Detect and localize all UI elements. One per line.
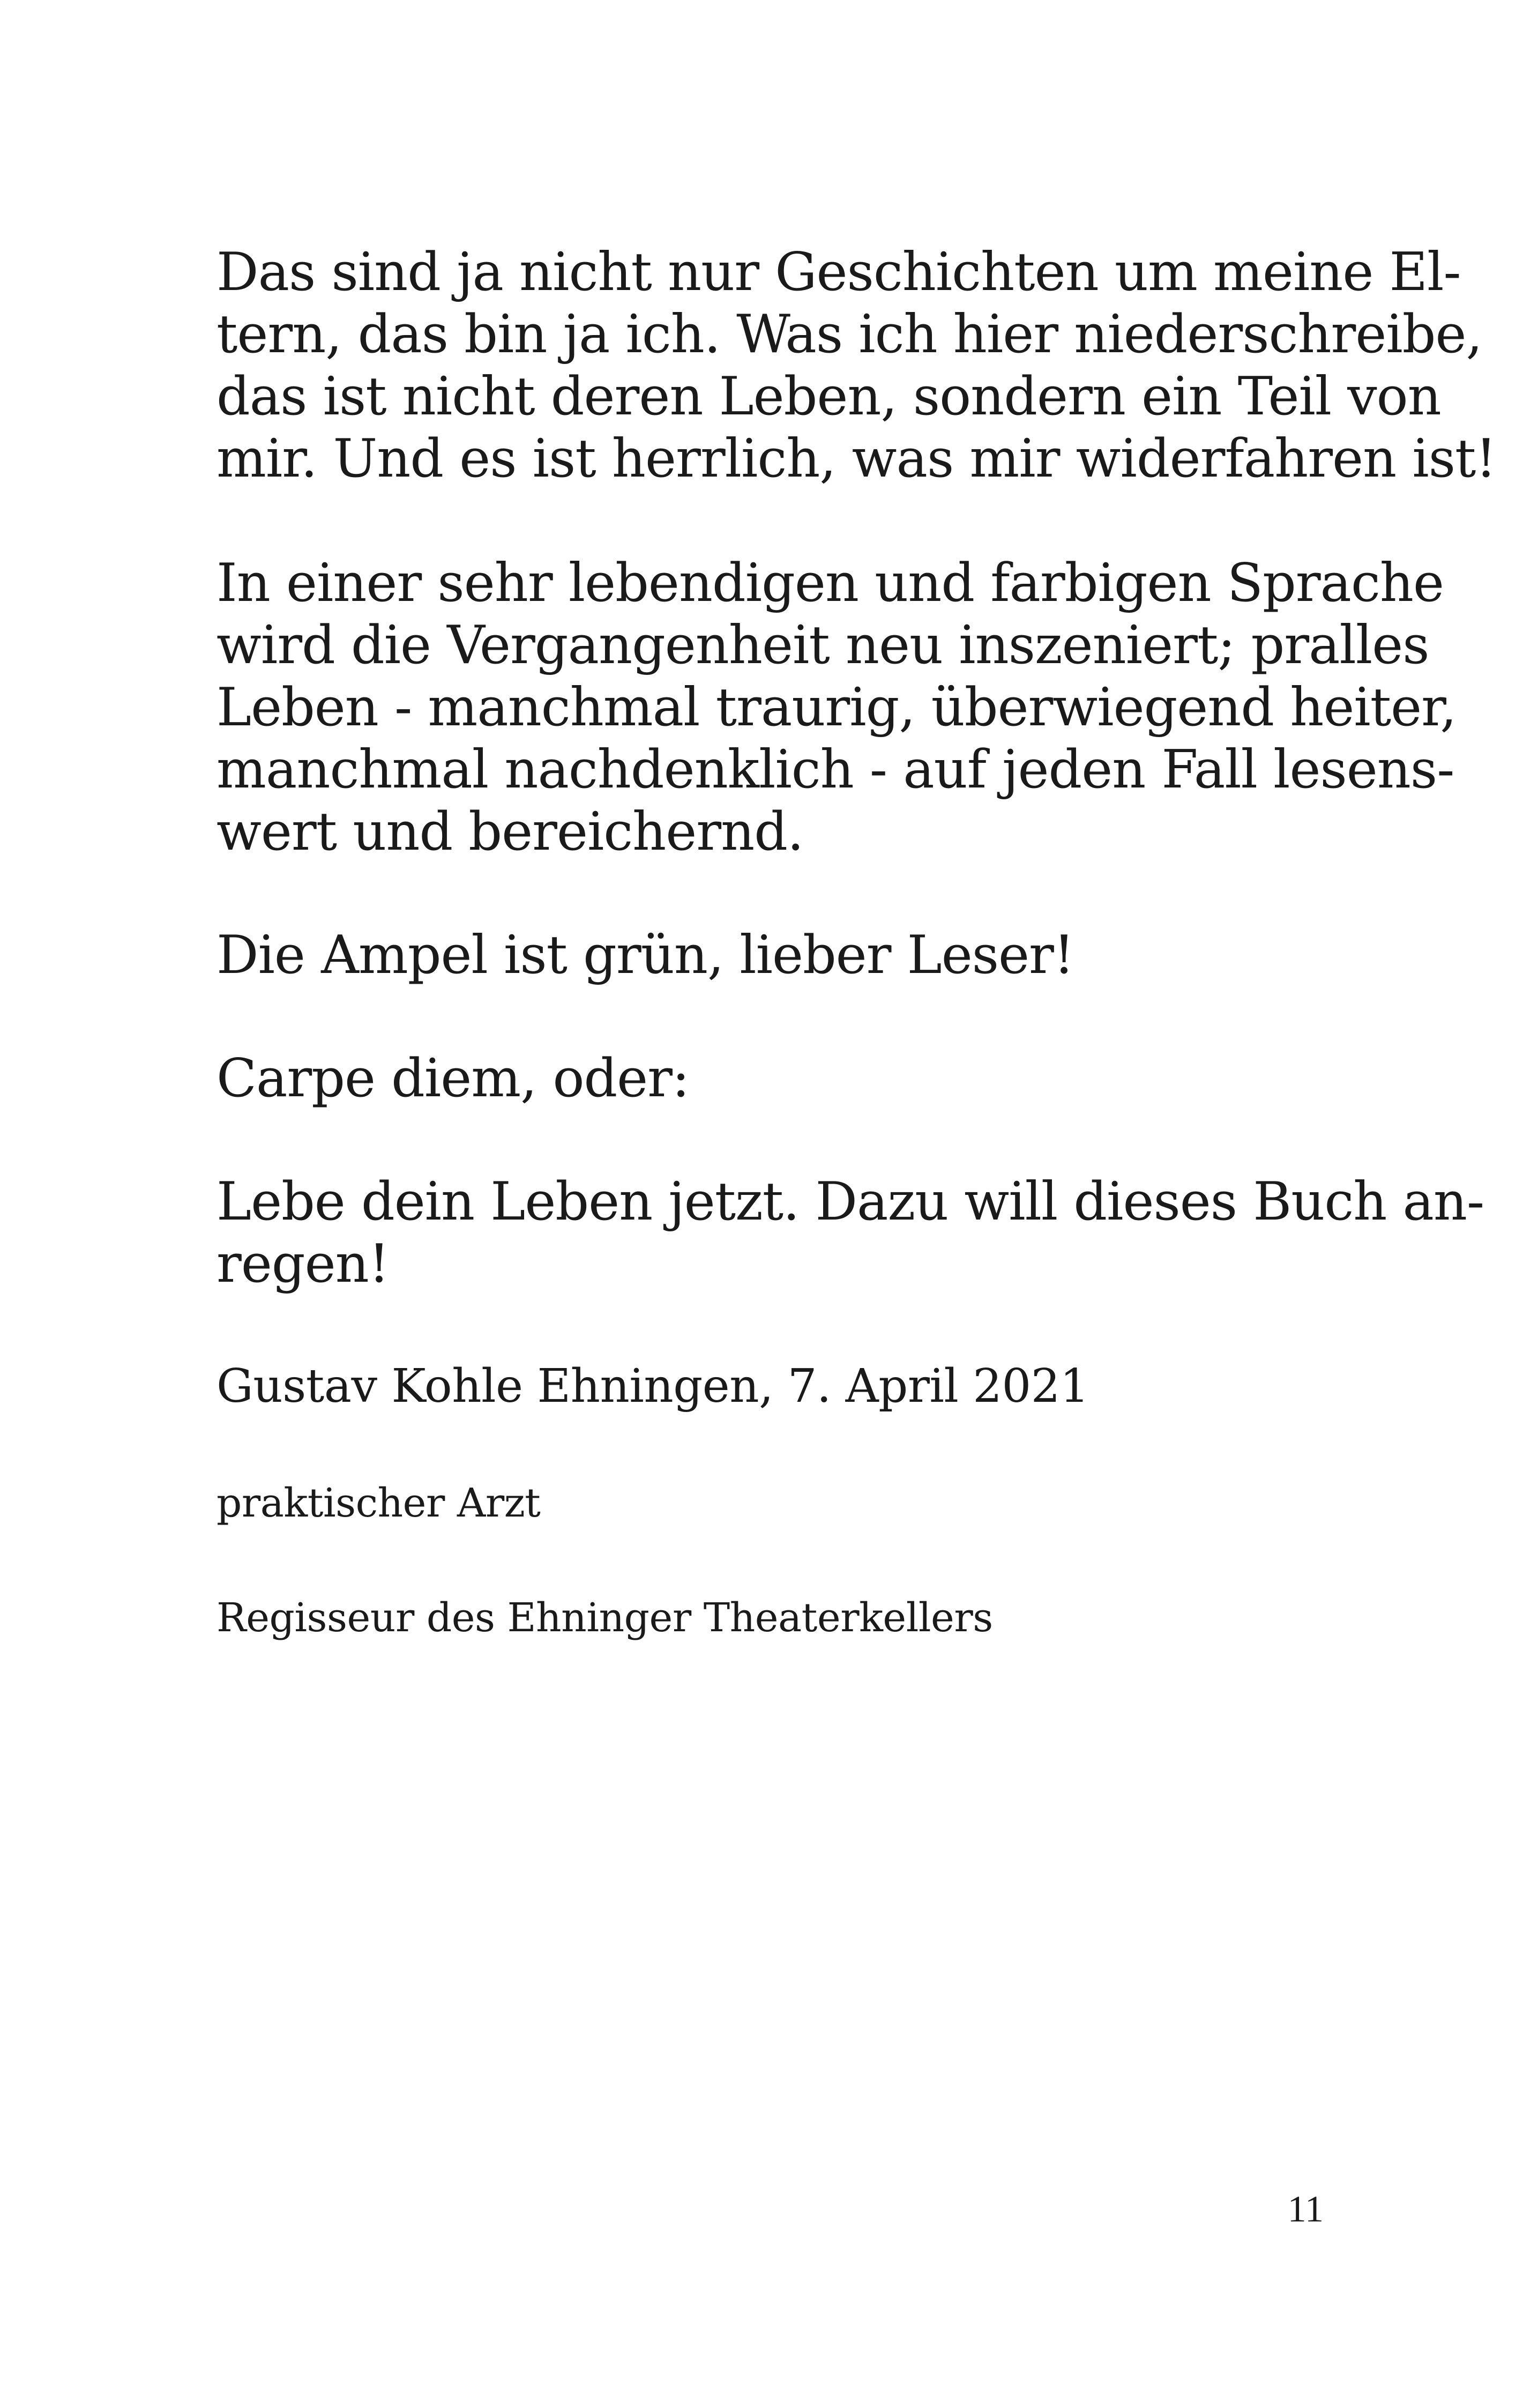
page-number: 11 xyxy=(1287,2189,1324,2230)
signature-role: Regisseur des Ehninger Theaterkellers xyxy=(216,1595,993,1641)
text-line: manchmal nachdenklich - auf jeden Fall lesens- xyxy=(216,739,1454,800)
text-line: Carpe diem, oder: xyxy=(216,1048,690,1109)
text-line: wert und bereichernd. xyxy=(216,801,804,863)
text-line: Die Ampel ist grün, lieber Leser! xyxy=(216,925,1074,986)
text-line: wird die Vergangenheit neu inszeniert; pralles xyxy=(216,615,1429,676)
text-line: tern, das bin ja ich. Was ich hier niederschreibe, xyxy=(216,304,1482,365)
text-line: In einer sehr lebendigen und farbigen Sprache xyxy=(216,553,1444,614)
text-line: Leben - manchmal traurig, überwiegend heiter, xyxy=(216,677,1457,738)
text-line: das ist nicht deren Leben, sondern ein Teil von xyxy=(216,366,1441,427)
text-line: mir. Und es ist herrlich, was mir widerfahren ist! xyxy=(216,428,1496,489)
signature-profession: praktischer Arzt xyxy=(216,1480,541,1526)
text-line: regen! xyxy=(216,1233,390,1295)
signature-name-date: Gustav Kohle Ehningen, 7. April 2021 xyxy=(216,1359,1089,1413)
text-line: Lebe dein Leben jetzt. Dazu will dieses Buch an- xyxy=(216,1171,1484,1232)
text-line: Das sind ja nicht nur Geschichten um meine El- xyxy=(216,242,1461,303)
